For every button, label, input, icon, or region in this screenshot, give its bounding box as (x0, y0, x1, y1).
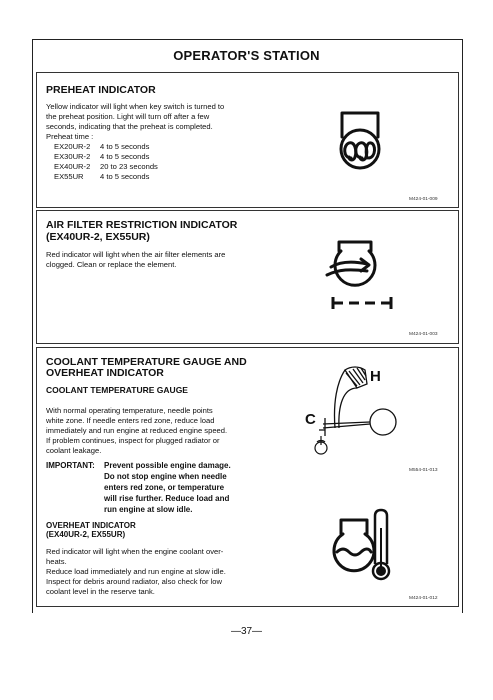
coolant-gauge-subheading: COOLANT TEMPERATURE GAUGE (46, 385, 188, 395)
coolant-gauge-ref: M554-01-013 (409, 468, 438, 473)
frame-top (32, 39, 463, 40)
preheat-time: 20 to 23 seconds (100, 162, 158, 171)
air-filter-heading: AIR FILTER RESTRICTION INDICATOR (46, 219, 238, 231)
coolant-section (36, 347, 459, 607)
preheat-body-line: Yellow indicator will light when key switch is turned to (46, 102, 225, 111)
preheat-body-line: Preheat time : (46, 132, 94, 141)
coolant-heading: COOLANT TEMPERATURE GAUGE AND (46, 356, 247, 368)
overheat-heading-models: (EX40UR-2, EX55UR) (46, 530, 126, 539)
preheat-model: EX20UR-2 (54, 142, 91, 151)
coolant-body-line: coolant leakage. (46, 446, 102, 455)
air-filter-body-line: clogged. Clean or replace the element. (46, 260, 177, 269)
preheat-model: EX30UR-2 (54, 152, 91, 161)
page-title: OPERATOR'S STATION (173, 48, 320, 63)
overheat-body-line: Inspect for debris around radiator, also check for low (46, 577, 223, 586)
preheat-coil-icon (334, 105, 386, 175)
coolant-heading-line2: OVERHEAT INDICATOR (46, 367, 164, 379)
important-line: enters red zone, or temperature (104, 483, 225, 492)
coolant-body-line: With normal operating temperature, needle points (46, 406, 213, 415)
frame-left (32, 39, 33, 613)
air-filter-body-line: Red indicator will light when the air filter elements are (46, 250, 226, 259)
preheat-time: 4 to 5 seconds (100, 152, 150, 161)
coolant-body-line: immediately and run engine at reduced engine speed. (46, 426, 228, 435)
important-label: IMPORTANT: (46, 461, 95, 470)
gauge-hot-label: H (370, 368, 381, 385)
overheat-ref: M424-01-012 (409, 596, 438, 601)
important-line: Prevent possible engine damage. (104, 461, 231, 470)
important-line: will rise further. Reduce load and (104, 494, 230, 503)
coolant-gauge-icon (305, 362, 409, 460)
important-line: Do not stop engine when needle (104, 472, 227, 481)
preheat-time: 4 to 5 seconds (100, 172, 150, 181)
air-filter-restriction-icon (319, 237, 399, 317)
overheat-body-line: heats. (46, 557, 67, 566)
air-filter-heading-models: (EX40UR-2, EX55UR) (46, 231, 150, 243)
overheat-body-line: coolant level in the reserve tank. (46, 587, 155, 596)
air-filter-section (36, 210, 459, 344)
important-line: run engine at slow idle. (104, 505, 193, 514)
page-number: —37— (230, 626, 263, 637)
preheat-heading: PREHEAT INDICATOR (46, 84, 156, 96)
preheat-model: EX40UR-2 (54, 162, 91, 171)
preheat-time: 4 to 5 seconds (100, 142, 150, 151)
preheat-section (36, 72, 459, 208)
preheat-ref: M424-01-009 (409, 197, 438, 202)
gauge-cold-label: C (305, 411, 316, 428)
preheat-body-line: the preheat position. Light will turn off after a few (46, 112, 210, 121)
preheat-body-line: seconds, indicating that the preheat is completed. (46, 122, 213, 131)
coolant-body-line: If problem continues, inspect for plugged radiator or (46, 436, 220, 445)
coolant-body-line: white zone. If needle enters red zone, reduce load (46, 416, 215, 425)
air-filter-ref: M424-01-003 (409, 332, 438, 337)
overheat-indicator-icon (327, 508, 397, 586)
preheat-model: EX55UR (54, 172, 84, 181)
frame-right (462, 39, 463, 613)
overheat-body-line: Red indicator will light when the engine coolant over- (46, 547, 224, 556)
overheat-body-line: Reduce load immediately and run engine at slow idle. (46, 567, 226, 576)
overheat-heading: OVERHEAT INDICATOR (46, 521, 136, 530)
